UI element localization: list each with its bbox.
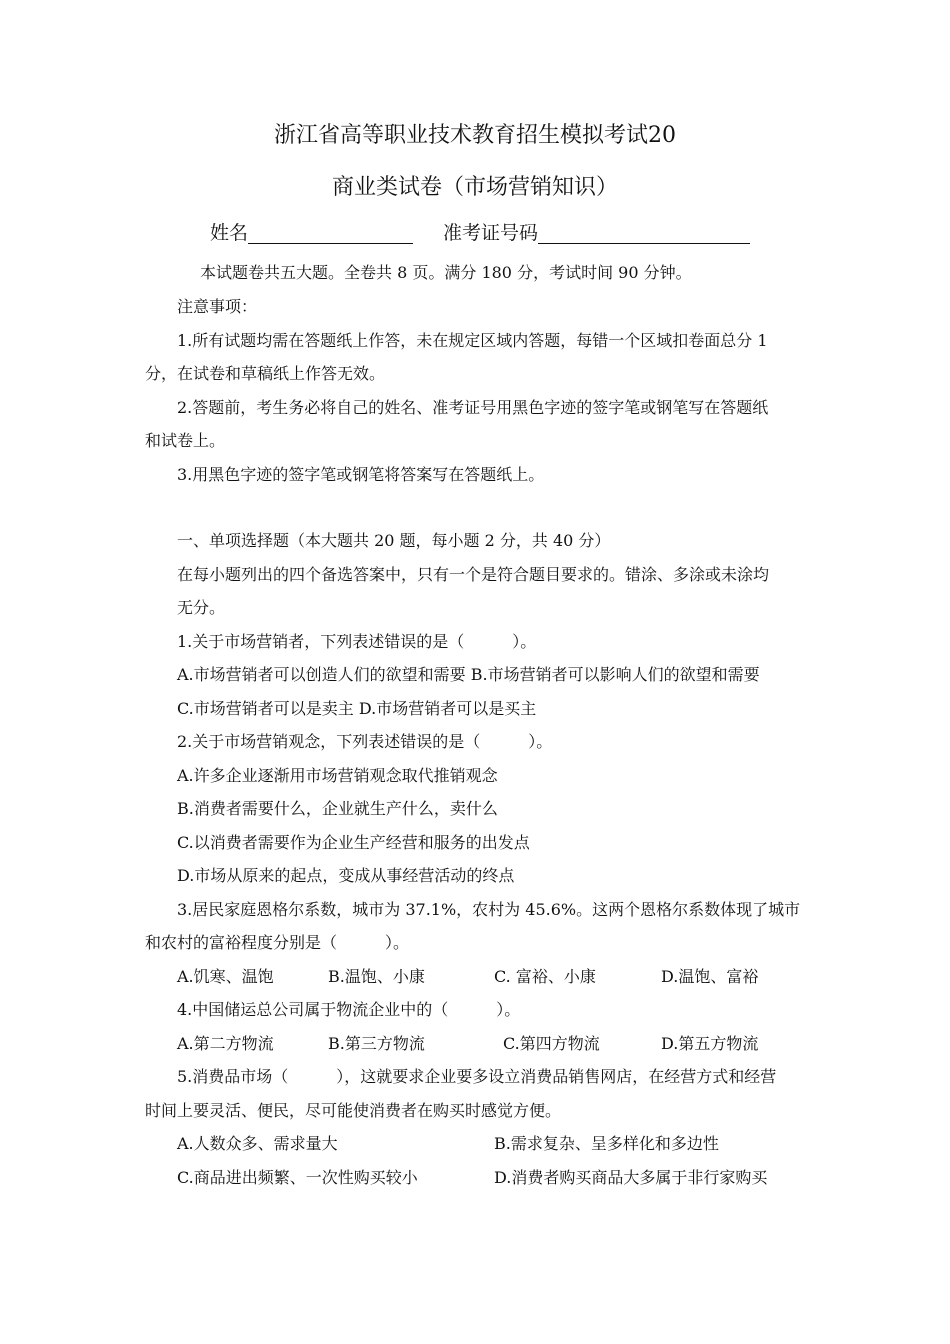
question-4-stem: 4.中国储运总公司属于物流企业中的（ ）。: [177, 1000, 521, 1019]
note-2-line-2: 和试卷上。: [145, 431, 226, 450]
question-2-option-c: C.以消费者需要作为企业生产经营和服务的出发点: [177, 833, 530, 852]
id-label: 准考证号码: [443, 222, 539, 244]
question-5-option-c: C.商品进出频繁、一次性购买较小: [177, 1168, 418, 1187]
question-3-option-a: A.饥寒、温饱: [177, 967, 274, 986]
exam-subtitle: 商业类试卷（市场营销知识）: [331, 175, 618, 200]
question-4-option-a: A.第二方物流: [177, 1034, 274, 1053]
question-3-stem-line-2: 和农村的富裕程度分别是（ ）。: [145, 933, 410, 952]
note-3: 3.用黑色字迹的签字笔或钢笔将答案写在答题纸上。: [177, 465, 545, 484]
question-1-options-cd: C.市场营销者可以是卖主 D.市场营销者可以是买主: [177, 699, 537, 718]
section-1-heading: 一、单项选择题（本大题共 20 题，每小题 2 分，共 40 分）: [177, 531, 611, 550]
section-1-instruction-line-2: 无分。: [177, 598, 226, 617]
question-5-option-a: A.人数众多、需求量大: [177, 1134, 338, 1153]
exam-title: 浙江省高等职业技术教育招生模拟考试20: [274, 123, 676, 148]
note-1-line-1: 1.所有试题均需在答题纸上作答，未在规定区域内答题，每错一个区域扣卷面总分 1: [177, 331, 768, 350]
question-3-option-c: C. 富裕、小康: [494, 967, 596, 986]
question-2-option-d: D.市场从原来的起点，变成从事经营活动的终点: [177, 866, 515, 885]
question-1-options-ab: A.市场营销者可以创造人们的欲望和需要 B.市场营销者可以影响人们的欲望和需要: [177, 665, 760, 684]
exam-intro: 本试题卷共五大题。全卷共 8 页。满分 180 分，考试时间 90 分钟。: [200, 263, 692, 282]
question-4-option-c: C.第四方物流: [503, 1034, 600, 1053]
note-1-line-2: 分，在试卷和草稿纸上作答无效。: [145, 364, 386, 383]
candidate-info-row: [210, 222, 750, 244]
name-label: 姓名: [210, 222, 249, 244]
question-5-option-b: B.需求复杂、呈多样化和多边性: [494, 1134, 719, 1153]
question-3-option-b: B.温饱、小康: [328, 967, 425, 986]
question-1-stem: 1.关于市场营销者，下列表述错误的是（ ）。: [177, 632, 537, 651]
question-2-option-a: A.许多企业逐渐用市场营销观念取代推销观念: [177, 766, 498, 785]
question-5-option-d: D.消费者购买商品大多属于非行家购买: [494, 1168, 768, 1187]
question-3-option-d: D.温饱、富裕: [661, 967, 759, 986]
question-2-option-b: B.消费者需要什么，企业就生产什么，卖什么: [177, 799, 498, 818]
name-blank: [248, 223, 413, 244]
question-5-stem-line-2: 时间上要灵活、便民，尽可能使消费者在购买时感觉方便。: [145, 1101, 562, 1120]
question-5-stem-line-1: 5.消费品市场（ ），这就要求企业要多设立消费品销售网店，在经营方式和经营: [177, 1067, 777, 1086]
section-1-instruction-line-1: 在每小题列出的四个备选答案中，只有一个是符合题目要求的。错涂、多涂或未涂均: [177, 565, 770, 584]
question-2-stem: 2.关于市场营销观念，下列表述错误的是（ ）。: [177, 732, 553, 751]
note-2-line-1: 2.答题前，考生务必将自己的姓名、准考证号用黑色字迹的签字笔或钢笔写在答题纸: [177, 398, 769, 417]
question-4-option-d: D.第五方物流: [661, 1034, 759, 1053]
id-blank: [538, 223, 750, 244]
question-3-stem-line-1: 3.居民家庭恩格尔系数，城市为 37.1%，农村为 45.6%。这两个恩格尔系数体现了城市: [177, 900, 801, 919]
question-4-option-b: B.第三方物流: [328, 1034, 425, 1053]
notes-heading: 注意事项：: [177, 297, 258, 316]
